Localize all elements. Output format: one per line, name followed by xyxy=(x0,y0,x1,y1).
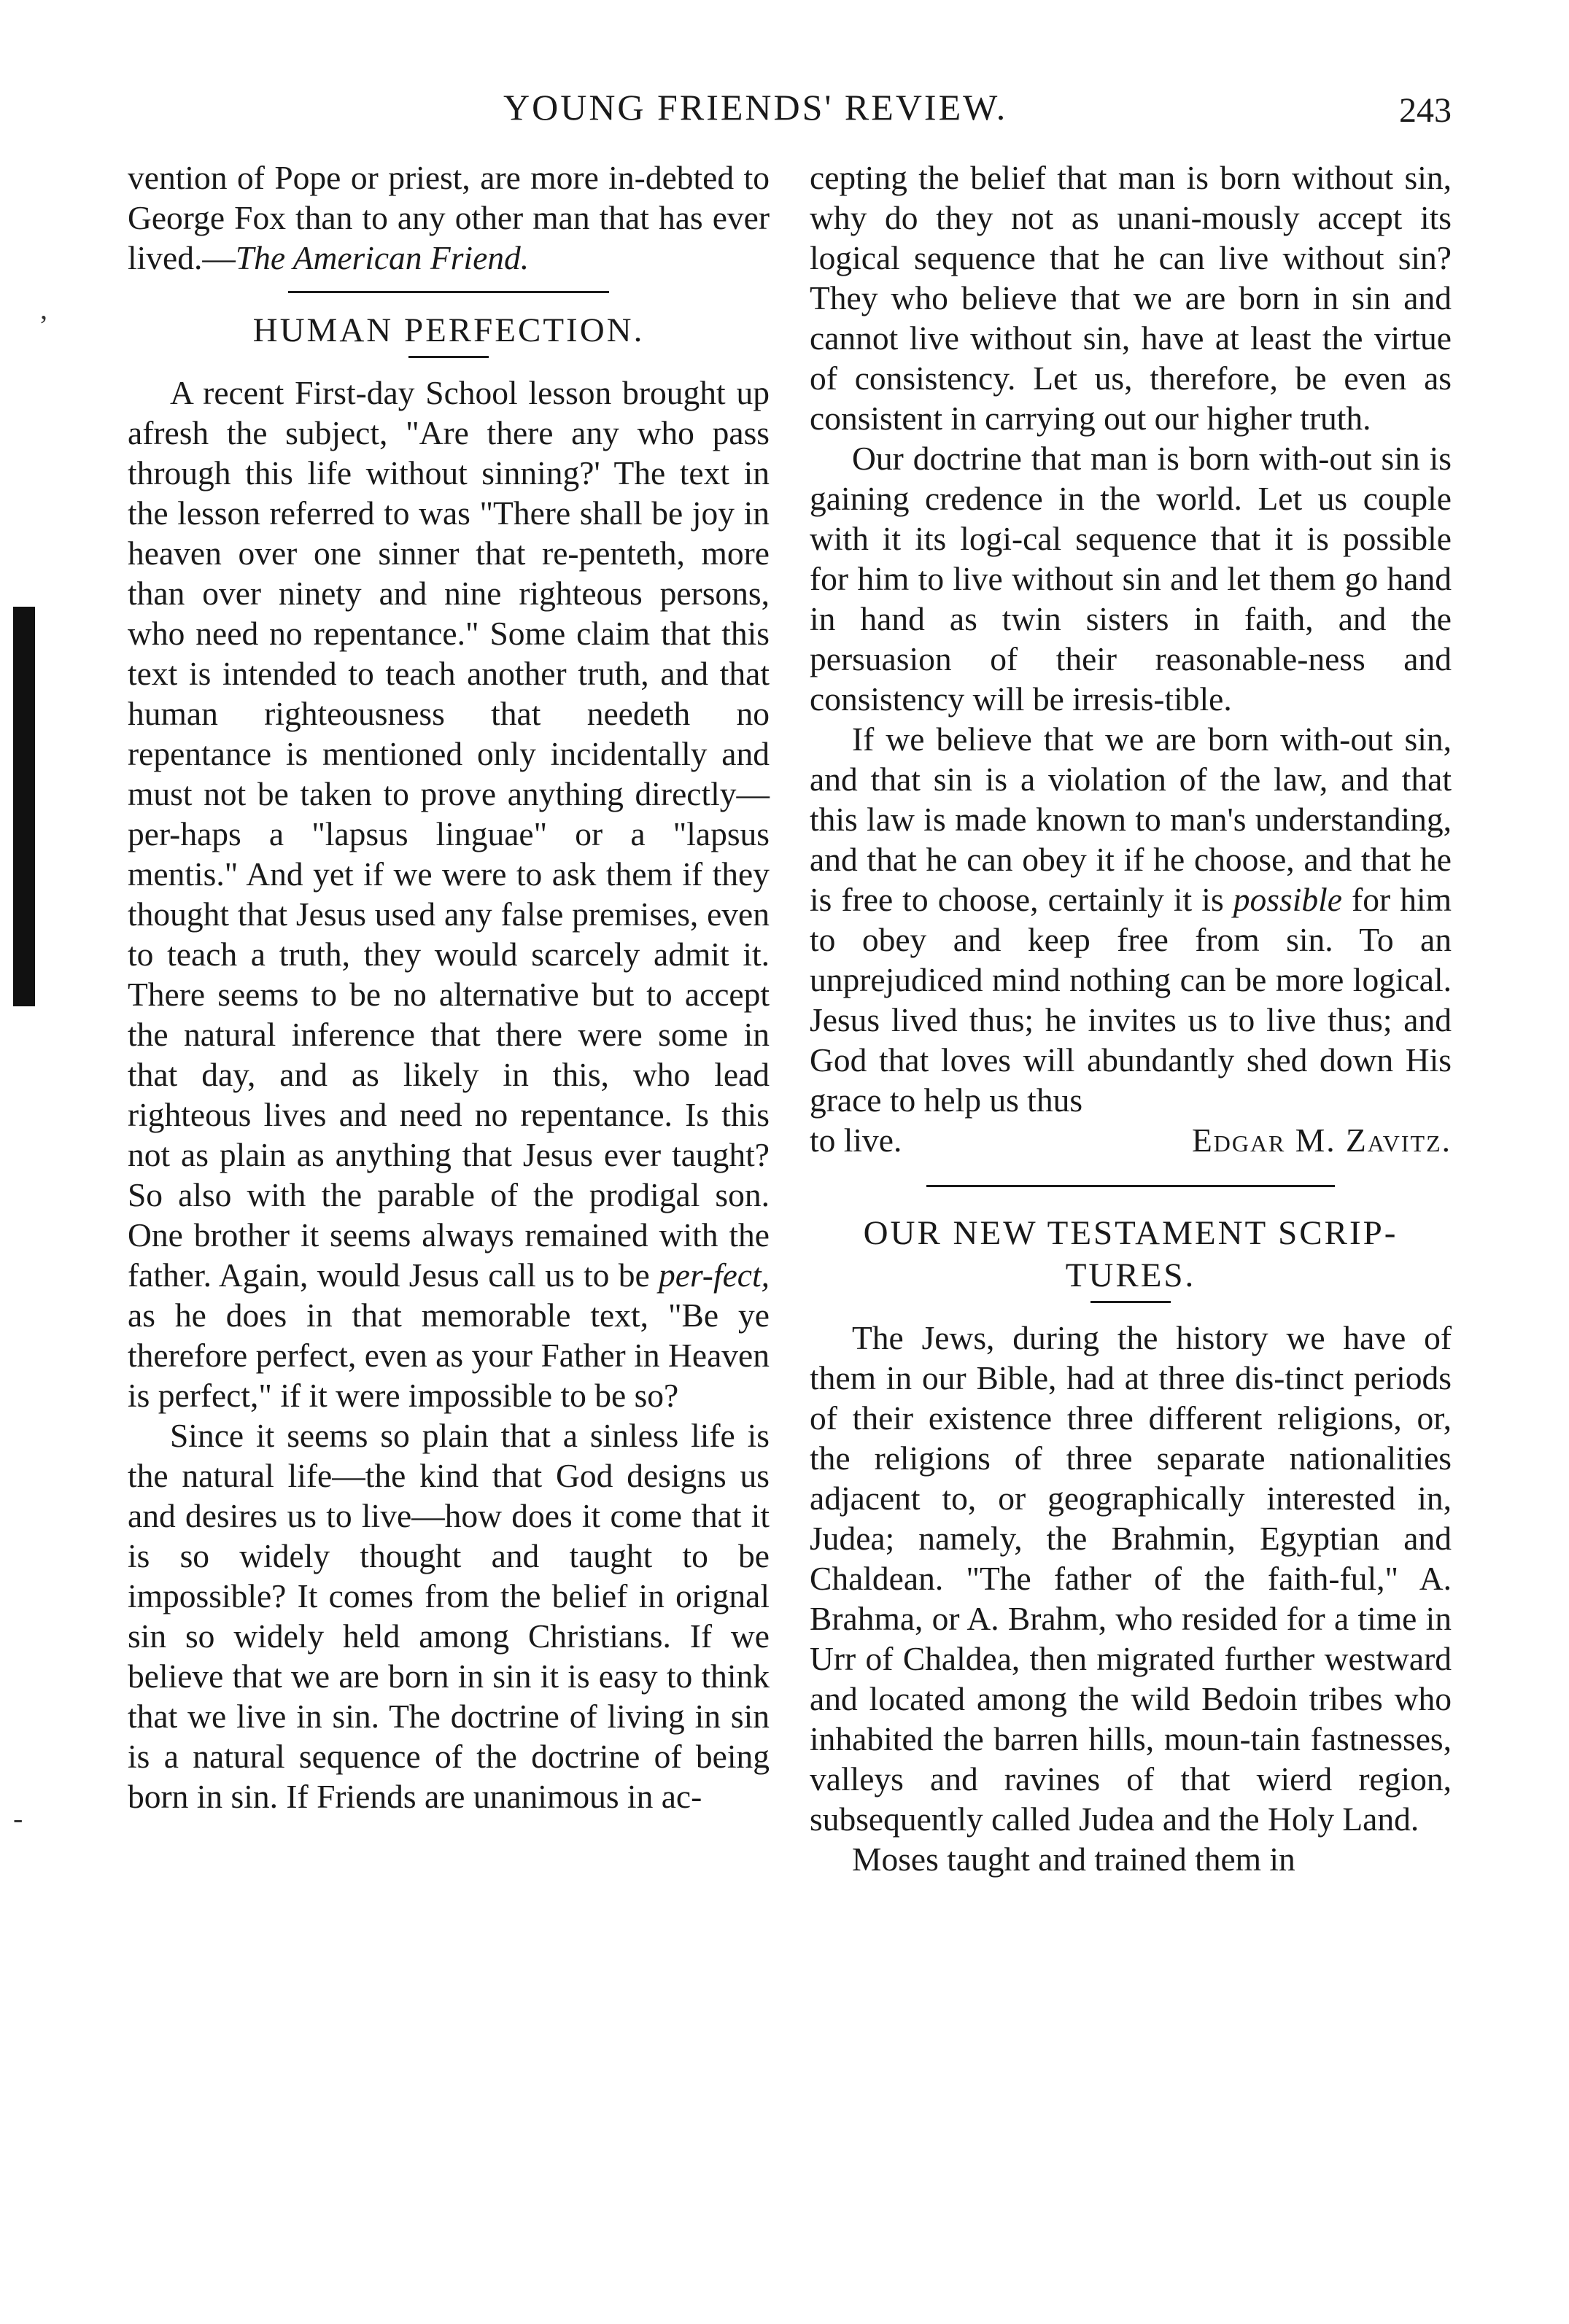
closing-text: to live. xyxy=(810,1122,902,1159)
article-title: HUMAN PERFECTION. xyxy=(252,311,645,349)
title-underline xyxy=(408,356,489,358)
intro-source: The American Friend. xyxy=(235,239,530,276)
right-column xyxy=(810,158,1452,1879)
article-paragraph: The Jews, during the history we have of them in our Bible, had at three dis-tinct periods of their existence three different religions, or, the religions of three separate nationalities adjacent to, or geographically interested in, Judea; namely, the Brahmin, Egyptian and Chaldean. "The father of the faith-ful," A. Brahma, or A. Brahm, who resided for a time in Urr of Chaldea, then migrated further westward and located among the wild Bedoin tribes who inhabited the barren hills, moun-tain fastnesses, valleys and ravines of that wierd region, subsequently called Judea and the Holy Land. xyxy=(810,1319,1452,1838)
article-title-line: OUR NEW TESTAMENT SCRIP- xyxy=(863,1214,1398,1252)
section-divider xyxy=(926,1185,1335,1187)
article-paragraph: Our doctrine that man is born with-out sin is gaining credence in the world. Let us couple with it its logi-cal sequence that it is possible for him to live without sin and let them go hand in hand as twin sisters in faith, and the persuasion of their reasonable-ness and consistency will be irresis-tible. xyxy=(810,440,1452,718)
paragraph-text: as he does in that memorable text, "Be ye therefore perfect, even as your Father in Heaven is perfect," if it were impossible to be so? xyxy=(128,1297,770,1414)
section-divider xyxy=(288,291,609,293)
running-title: YOUNG FRIENDS' REVIEW. xyxy=(503,87,1008,128)
signature-line xyxy=(810,1120,1452,1160)
intro-paragraph xyxy=(128,158,770,278)
intro-text: vention of Pope or priest, are more in-debted to George Fox than to any other man that has ever lived.— xyxy=(128,159,770,276)
italic-text: possible xyxy=(1233,881,1342,918)
italic-text: per-fect, xyxy=(659,1256,770,1294)
article-title xyxy=(810,1212,1452,1297)
article-paragraph: Since it seems so plain that a sinless life is the natural life—the kind that God designs us and desires us to live—how does it come that it is so widely thought and taught to be impossible? It comes from the belief in orignal sin so widely held among Christians. If we believe that we are born in sin it is easy to think that we live in sin. The doctrine of living in sin is a natural sequence of the doctrine of being born in sin. If Friends are unanimous in ac- xyxy=(128,1417,770,1815)
title-underline xyxy=(1090,1301,1171,1303)
paragraph-text: If we believe that we are born with-out sin, and that sin is a violation of the law, and that this law is made known to man's understanding, and that he can obey it if he choose, and that he is free to choose, certainly it is xyxy=(810,720,1452,918)
page-number: 243 xyxy=(1399,91,1452,130)
article-paragraph xyxy=(128,373,770,1415)
paragraph-text: A recent First-day School lesson brought up afresh the subject, "Are there any who pass through this life without sinning?' The text in the lesson referred to was "There shall be joy in heaven over one sinner that re-penteth, more than over ninety and nine righteous persons, who need no repentance." Some claim that this text is intended to teach another truth, and that human righteousness that needeth no repentance is mentioned only incidentally and must not be taken to prove anything directly—per-haps a "lapsus linguae" or a "lapsus mentis." And yet if we were to ask them if they thought that Jesus used any false premises, even to teach a truth, they would scarcely admit it. There seems to be no alternative but to accept the natural inference that there were some in that day, and as likely in this, who lead righteous lives and need no repentance. Is this not as plain as anything that Jesus ever taught? So also with the parable of the prodigal son. One brother it seems always remained with the father. Again, would Jesus call us to be xyxy=(128,374,770,1294)
article-paragraph: cepting the belief that man is born without sin, why do they not as unani-mously accept its logical sequence that he can live without sin? They who believe that we are born in sin and cannot live without sin, have at least the virtue of consistency. Let us, therefore, be even as consistent in carrying out our higher truth. xyxy=(810,159,1452,437)
article-title-line: TURES. xyxy=(1065,1256,1196,1294)
margin-tick: - xyxy=(13,1802,23,1835)
margin-tick: , xyxy=(40,292,47,325)
author-signature: Edgar M. Zavitz. xyxy=(1191,1122,1452,1159)
article-paragraph xyxy=(810,719,1452,1120)
left-column xyxy=(128,158,770,1816)
article-paragraph: Moses taught and trained them in xyxy=(852,1841,1295,1878)
margin-binding-mark xyxy=(13,607,35,1006)
paragraph-text: for him to obey and keep free from sin. To an unprejudiced mind nothing can be more logical. Jesus lived thus; he invites us to live thus; and God that loves will abundantly shed down His grace to help us thus xyxy=(810,881,1452,1119)
